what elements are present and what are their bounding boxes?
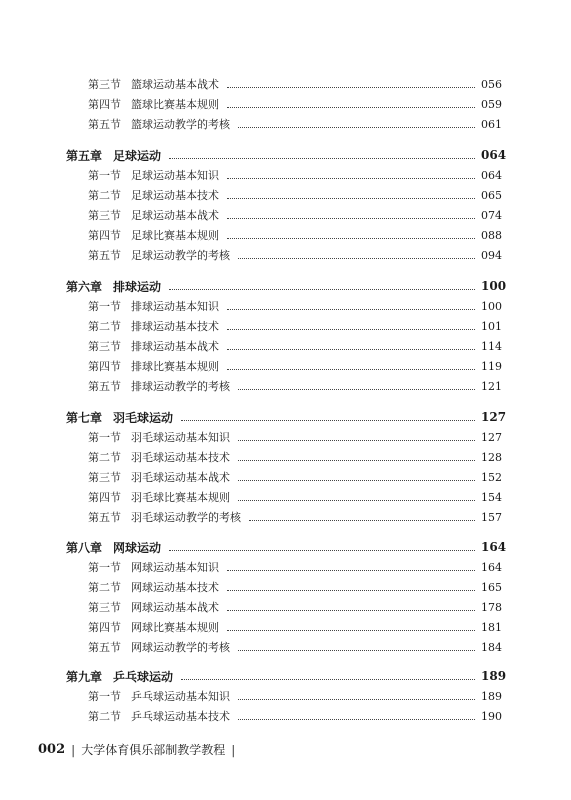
page-number: 121 bbox=[481, 379, 502, 393]
dot-leader bbox=[238, 439, 475, 441]
section-number: 第一节 bbox=[88, 690, 121, 703]
toc-chapter-row[interactable] bbox=[0, 668, 571, 684]
section-number: 第一节 bbox=[88, 300, 121, 313]
section-number: 第四节 bbox=[88, 360, 121, 373]
section-title: 网球运动基本战术 bbox=[131, 601, 219, 614]
dot-leader bbox=[249, 519, 475, 521]
section-number: 第二节 bbox=[88, 320, 121, 333]
section-number: 第二节 bbox=[88, 451, 121, 464]
dot-leader bbox=[227, 106, 475, 108]
toc-section-row[interactable] bbox=[0, 449, 571, 465]
section-number: 第二节 bbox=[88, 581, 121, 594]
page-number: 114 bbox=[481, 339, 502, 353]
toc-chapter-row[interactable] bbox=[0, 278, 571, 294]
page-number: 152 bbox=[481, 470, 502, 484]
toc-section-row[interactable] bbox=[0, 579, 571, 595]
dot-leader bbox=[227, 328, 475, 330]
section-title: 羽毛球比赛基本规则 bbox=[131, 491, 230, 504]
toc-section-row[interactable] bbox=[0, 688, 571, 704]
section-number: 第二节 bbox=[88, 710, 121, 723]
section-title: 篮球运动基本战术 bbox=[131, 78, 219, 91]
toc-section-row[interactable] bbox=[0, 599, 571, 615]
toc-section-row[interactable] bbox=[0, 639, 571, 655]
section-number: 第二节 bbox=[88, 189, 121, 202]
page-number: 157 bbox=[481, 510, 502, 524]
toc-section-row[interactable] bbox=[0, 378, 571, 394]
section-number: 第四节 bbox=[88, 98, 121, 111]
section-number: 第四节 bbox=[88, 491, 121, 504]
toc-section-row[interactable] bbox=[0, 247, 571, 263]
dot-leader bbox=[227, 569, 475, 571]
page-number: 100 bbox=[481, 299, 502, 313]
page-number: 065 bbox=[481, 188, 502, 202]
toc-section-row[interactable] bbox=[0, 76, 571, 92]
toc-section-row[interactable] bbox=[0, 187, 571, 203]
page-number: 189 bbox=[481, 669, 507, 683]
chapter-number: 第七章 bbox=[66, 410, 103, 425]
section-title: 羽毛球运动基本技术 bbox=[131, 451, 230, 464]
page-number: 100 bbox=[481, 279, 507, 293]
dot-leader bbox=[227, 86, 475, 88]
section-number: 第三节 bbox=[88, 601, 121, 614]
chapter-title: 网球运动 bbox=[113, 540, 162, 555]
toc-section-row[interactable] bbox=[0, 318, 571, 334]
page-number: 127 bbox=[481, 430, 502, 444]
toc-section-row[interactable] bbox=[0, 298, 571, 314]
section-number: 第三节 bbox=[88, 340, 121, 353]
chapter-title: 羽毛球运动 bbox=[113, 410, 174, 425]
dot-leader bbox=[169, 288, 475, 290]
page-number: 064 bbox=[481, 148, 507, 162]
toc-section-row[interactable] bbox=[0, 509, 571, 525]
page-number: 127 bbox=[481, 410, 507, 424]
section-title: 足球运动教学的考核 bbox=[131, 249, 230, 262]
page-number: 189 bbox=[481, 689, 502, 703]
section-number: 第五节 bbox=[88, 118, 121, 131]
dot-leader bbox=[227, 348, 475, 350]
section-number: 第五节 bbox=[88, 380, 121, 393]
section-title: 网球运动教学的考核 bbox=[131, 641, 230, 654]
dot-leader bbox=[227, 217, 475, 219]
section-number: 第一节 bbox=[88, 169, 121, 182]
footer-divider: | bbox=[71, 742, 76, 757]
toc-section-row[interactable] bbox=[0, 619, 571, 635]
section-number: 第五节 bbox=[88, 249, 121, 262]
dot-leader bbox=[227, 609, 475, 611]
chapter-title: 足球运动 bbox=[113, 148, 162, 163]
dot-leader bbox=[238, 257, 475, 259]
toc-section-row[interactable] bbox=[0, 489, 571, 505]
page-number: 164 bbox=[481, 540, 507, 554]
page-number: 064 bbox=[481, 168, 502, 182]
section-number: 第一节 bbox=[88, 561, 121, 574]
chapter-number: 第八章 bbox=[66, 540, 103, 555]
toc-chapter-row[interactable] bbox=[0, 147, 571, 163]
footer-page-number: 002 bbox=[38, 742, 66, 757]
section-number: 第五节 bbox=[88, 511, 121, 524]
toc-section-row[interactable] bbox=[0, 96, 571, 112]
dot-leader bbox=[227, 237, 475, 239]
section-title: 排球运动基本知识 bbox=[131, 300, 219, 313]
section-title: 羽毛球运动基本知识 bbox=[131, 431, 230, 444]
page-number: 088 bbox=[481, 228, 502, 242]
toc-section-row[interactable] bbox=[0, 429, 571, 445]
page-number: 128 bbox=[481, 450, 502, 464]
toc-section-row[interactable] bbox=[0, 167, 571, 183]
page-number: 061 bbox=[481, 117, 502, 131]
dot-leader bbox=[227, 629, 475, 631]
page-number: 056 bbox=[481, 77, 502, 91]
toc-section-row[interactable] bbox=[0, 207, 571, 223]
toc-section-row[interactable] bbox=[0, 469, 571, 485]
section-title: 排球运动基本战术 bbox=[131, 340, 219, 353]
page-number: 119 bbox=[481, 359, 502, 373]
page-number: 181 bbox=[481, 620, 502, 634]
chapter-number: 第六章 bbox=[66, 279, 103, 294]
page-number: 154 bbox=[481, 490, 502, 504]
toc-section-row[interactable] bbox=[0, 559, 571, 575]
dot-leader bbox=[227, 308, 475, 310]
chapter-number: 第五章 bbox=[66, 148, 103, 163]
dot-leader bbox=[227, 368, 475, 370]
section-title: 羽毛球运动教学的考核 bbox=[131, 511, 241, 524]
section-number: 第一节 bbox=[88, 431, 121, 444]
toc-chapter-row[interactable] bbox=[0, 409, 571, 425]
section-title: 排球比赛基本规则 bbox=[131, 360, 219, 373]
section-number: 第五节 bbox=[88, 641, 121, 654]
section-number: 第三节 bbox=[88, 78, 121, 91]
dot-leader bbox=[238, 388, 475, 390]
section-number: 第四节 bbox=[88, 621, 121, 634]
section-title: 足球比赛基本规则 bbox=[131, 229, 219, 242]
page-number: 059 bbox=[481, 97, 502, 111]
dot-leader bbox=[238, 479, 475, 481]
dot-leader bbox=[238, 698, 475, 700]
toc-section-row[interactable] bbox=[0, 116, 571, 132]
section-title: 足球运动基本战术 bbox=[131, 209, 219, 222]
section-number: 第四节 bbox=[88, 229, 121, 242]
section-title: 排球运动基本技术 bbox=[131, 320, 219, 333]
toc-chapter-row[interactable] bbox=[0, 539, 571, 555]
page-number: 184 bbox=[481, 640, 502, 654]
section-title: 足球运动基本技术 bbox=[131, 189, 219, 202]
section-title: 乒乓球运动基本知识 bbox=[131, 690, 230, 703]
page-footer bbox=[38, 741, 241, 758]
dot-leader bbox=[238, 649, 475, 651]
section-title: 网球运动基本技术 bbox=[131, 581, 219, 594]
section-title: 乒乓球运动基本技术 bbox=[131, 710, 230, 723]
page-number: 165 bbox=[481, 580, 502, 594]
section-title: 网球运动基本知识 bbox=[131, 561, 219, 574]
chapter-number: 第九章 bbox=[66, 669, 103, 684]
dot-leader bbox=[169, 157, 475, 159]
toc-section-row[interactable] bbox=[0, 338, 571, 354]
section-title: 羽毛球运动基本战术 bbox=[131, 471, 230, 484]
toc-section-row[interactable] bbox=[0, 358, 571, 374]
dot-leader bbox=[238, 718, 475, 720]
footer-book-title: 大学体育俱乐部制教学教程 bbox=[81, 743, 226, 757]
section-title: 排球运动教学的考核 bbox=[131, 380, 230, 393]
page-number: 101 bbox=[481, 319, 502, 333]
toc-section-row[interactable] bbox=[0, 227, 571, 243]
page-number: 178 bbox=[481, 600, 502, 614]
section-title: 篮球运动教学的考核 bbox=[131, 118, 230, 131]
dot-leader bbox=[238, 126, 475, 128]
chapter-title: 排球运动 bbox=[113, 279, 162, 294]
page-number: 164 bbox=[481, 560, 502, 574]
page-number: 074 bbox=[481, 208, 502, 222]
section-number: 第三节 bbox=[88, 209, 121, 222]
section-title: 足球运动基本知识 bbox=[131, 169, 219, 182]
page-number: 094 bbox=[481, 248, 502, 262]
section-title: 篮球比赛基本规则 bbox=[131, 98, 219, 111]
section-title: 网球比赛基本规则 bbox=[131, 621, 219, 634]
dot-leader bbox=[227, 197, 475, 199]
chapter-title: 乒乓球运动 bbox=[113, 669, 174, 684]
dot-leader bbox=[227, 177, 475, 179]
page-number: 190 bbox=[481, 709, 502, 723]
dot-leader bbox=[181, 419, 475, 421]
dot-leader bbox=[227, 589, 475, 591]
toc-section-row[interactable] bbox=[0, 708, 571, 724]
section-number: 第三节 bbox=[88, 471, 121, 484]
dot-leader bbox=[181, 678, 475, 680]
dot-leader bbox=[169, 549, 475, 551]
dot-leader bbox=[238, 459, 475, 461]
footer-divider-right: | bbox=[231, 742, 236, 757]
dot-leader bbox=[238, 499, 475, 501]
